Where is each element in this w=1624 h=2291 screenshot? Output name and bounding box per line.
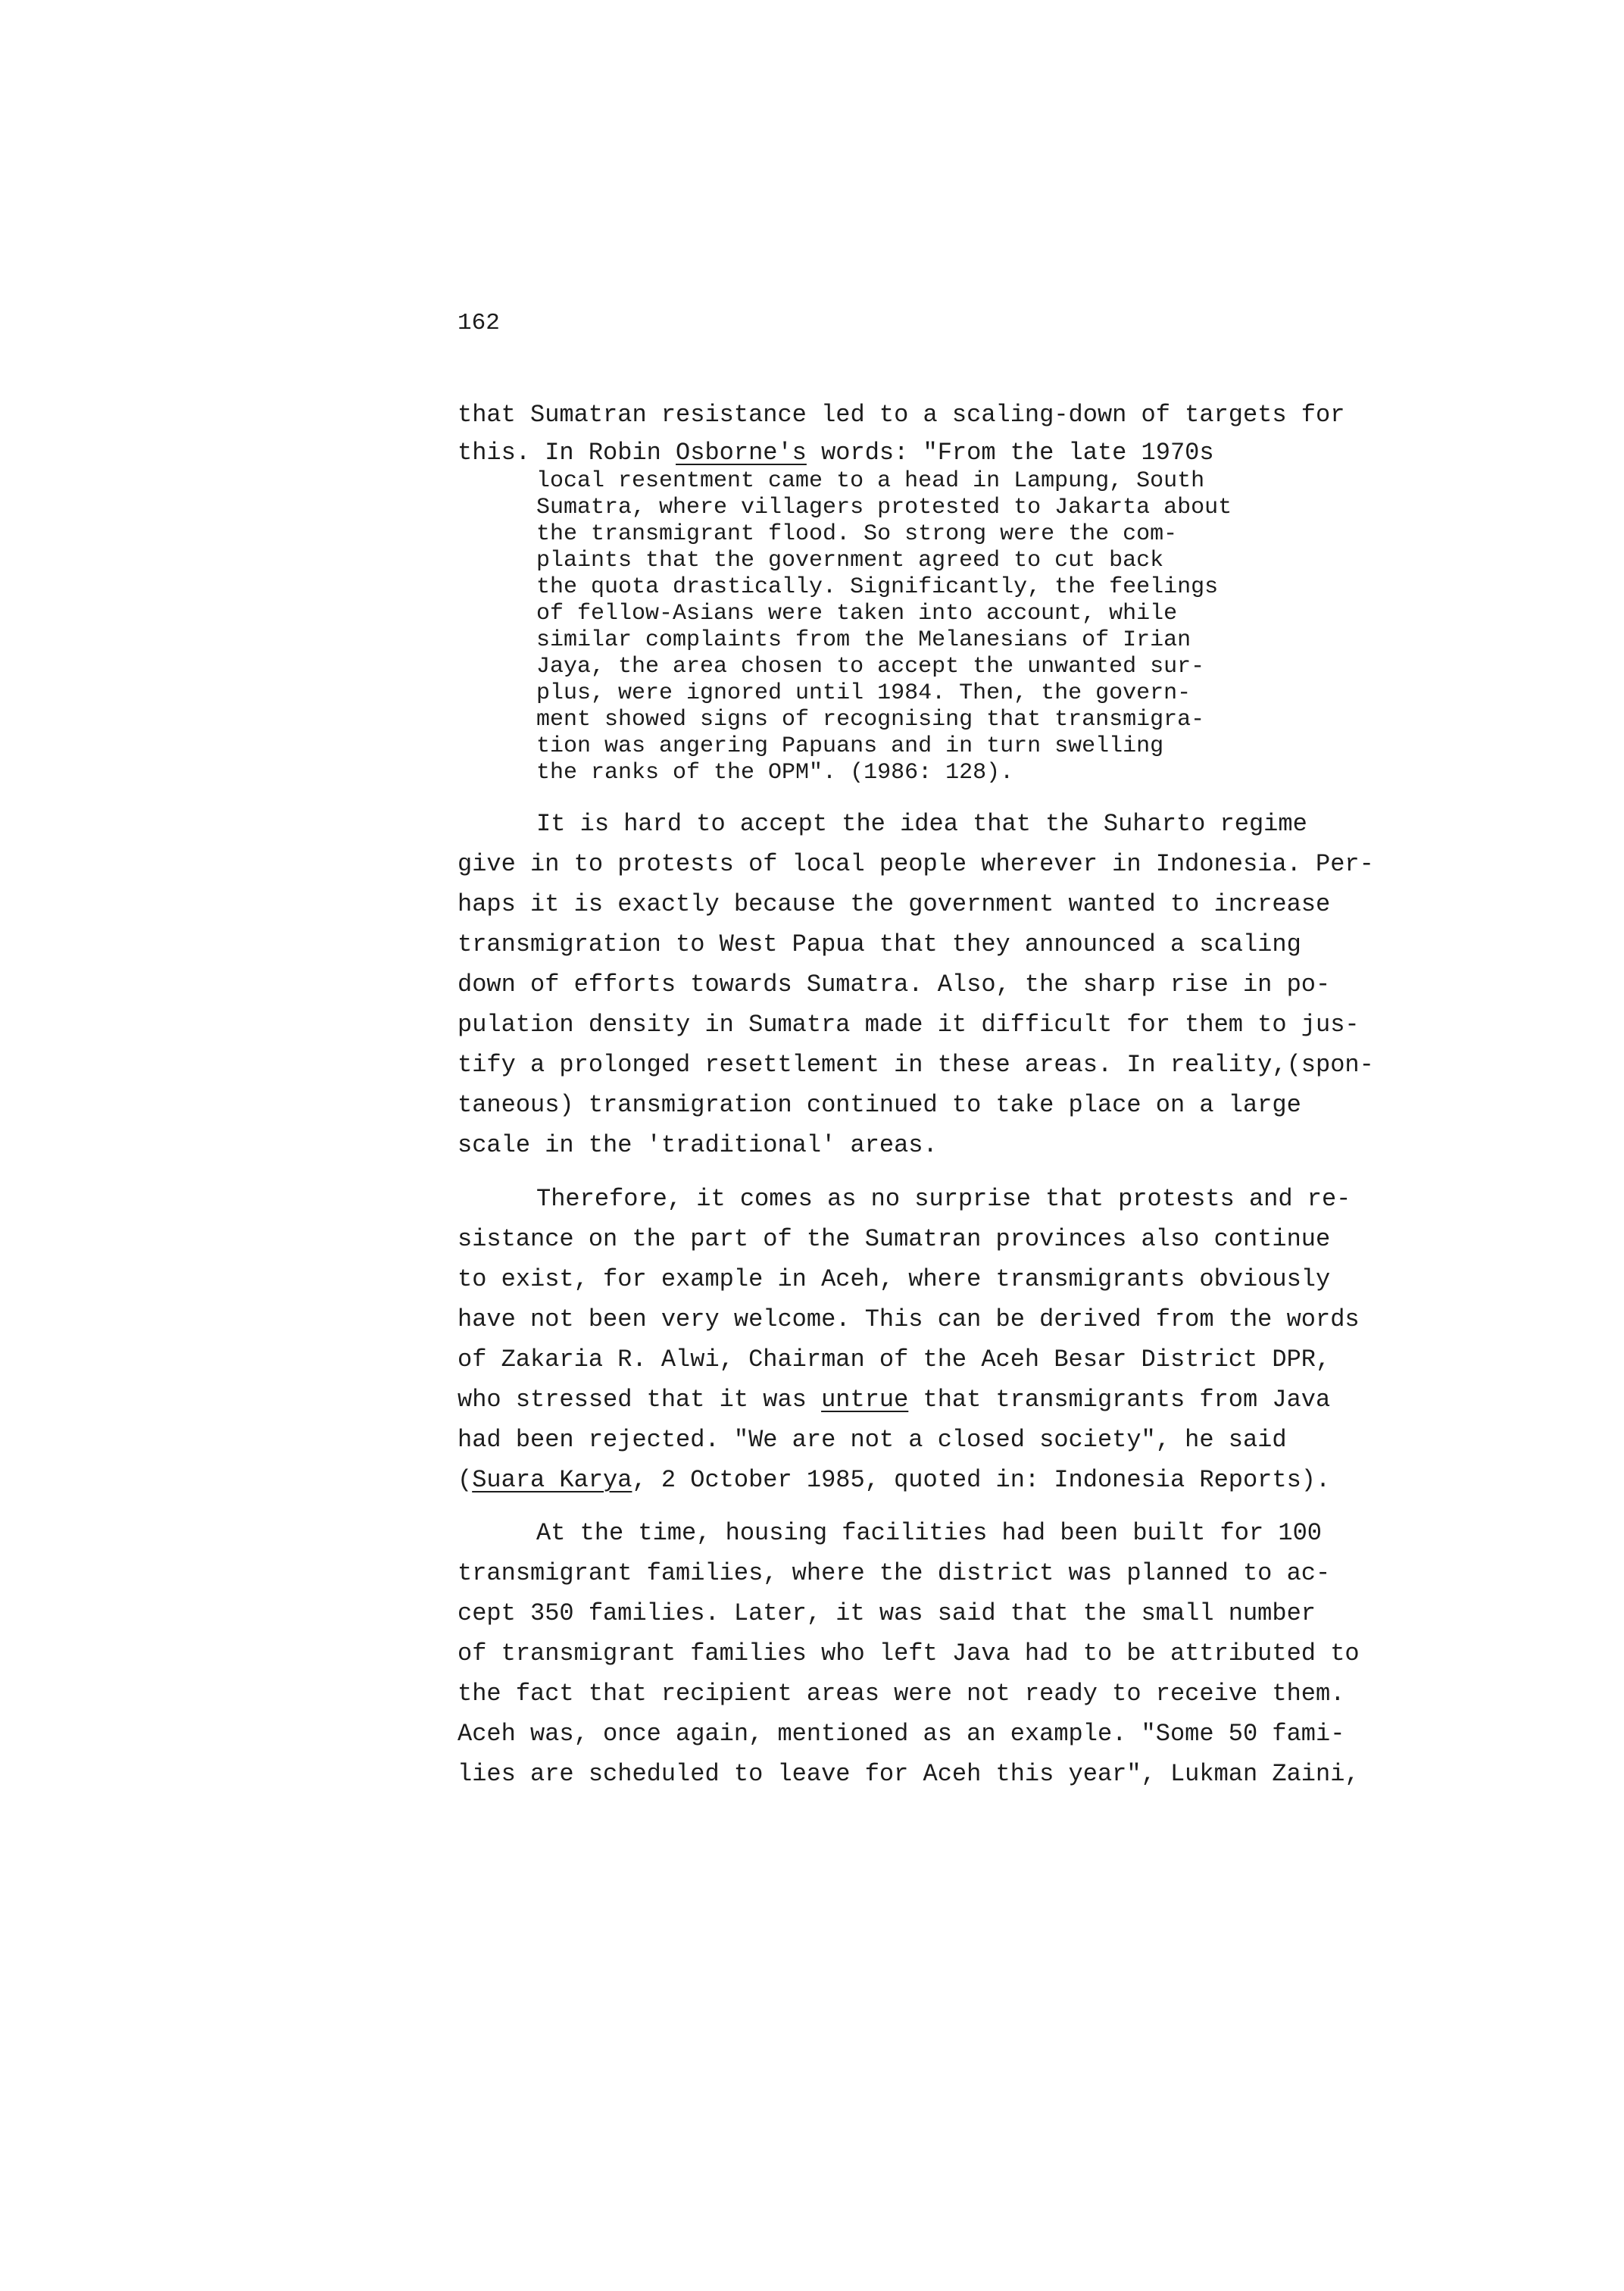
text-line: of transmigrant families who left Java had to be attributed to <box>458 1639 1360 1667</box>
text-fragment: ( <box>458 1466 473 1494</box>
text-line: Therefore, it comes as no surprise that protests and re- <box>536 1185 1351 1213</box>
quote-line: ment showed signs of recognising that transmigra- <box>536 707 1205 733</box>
text-line: At the time, housing facilities had been built for 100 <box>536 1519 1322 1547</box>
quote-line: of fellow-Asians were taken into account, while <box>536 601 1178 627</box>
text-line: give in to protests of local people wherever in Indonesia. Per- <box>458 850 1374 878</box>
text-line: transmigrant families, where the district was planned to ac- <box>458 1559 1331 1587</box>
text-line: down of efforts towards Sumatra. Also, the sharp rise in po- <box>458 970 1331 999</box>
text-line: transmigration to West Papua that they announced a scaling <box>458 930 1301 958</box>
quote-line: similar complaints from the Melanesians of Irian <box>536 627 1191 653</box>
text-line <box>458 1385 1330 1415</box>
text-line: sistance on the part of the Sumatran provinces also continue <box>458 1225 1331 1253</box>
text-fragment: this. In Robin <box>458 439 676 467</box>
quote-line: Sumatra, where villagers protested to Jakarta about <box>536 495 1232 520</box>
text-line: have not been very welcome. This can be derived from the words <box>458 1305 1360 1333</box>
text-line: cept 350 families. Later, it was said that the small number <box>458 1599 1316 1627</box>
quote-line: Jaya, the area chosen to accept the unwanted sur- <box>536 654 1205 680</box>
text-fragment: , 2 October 1985, quoted in: Indonesia Reports). <box>632 1466 1331 1494</box>
text-line: taneous) transmigration continued to take place on a large <box>458 1091 1301 1119</box>
text-line: of Zakaria R. Alwi, Chairman of the Aceh Besar District DPR, <box>458 1346 1331 1374</box>
quote-line: plus, were ignored until 1984. Then, the govern- <box>536 680 1191 706</box>
quote-line: local resentment came to a head in Lampung, South <box>536 468 1205 494</box>
quote-line: the quota drastically. Significantly, the feelings <box>536 574 1219 600</box>
text-line <box>458 438 1214 468</box>
source-title-underlined: Suara Karya <box>472 1466 632 1494</box>
emphasis-underlined: untrue <box>821 1386 909 1414</box>
text-line <box>458 1465 1330 1496</box>
text-line: tify a prolonged resettlement in these areas. In reality,(spon- <box>458 1051 1374 1079</box>
quote-line: the transmigrant flood. So strong were the com- <box>536 521 1178 547</box>
text-line: scale in the 'traditional' areas. <box>458 1131 938 1159</box>
text-line: the fact that recipient areas were not ready to receive them. <box>458 1680 1345 1708</box>
author-name-underlined: Osborne's <box>676 439 807 467</box>
text-line: lies are scheduled to leave for Aceh this year", Lukman Zaini, <box>458 1760 1360 1788</box>
text-fragment: that transmigrants from Java <box>908 1386 1331 1414</box>
quote-line: plaints that the government agreed to cut back <box>536 548 1164 574</box>
text-line: to exist, for example in Aceh, where transmigrants obviously <box>458 1265 1331 1293</box>
quote-line: the ranks of the OPM". (1986: 128). <box>536 760 1014 786</box>
text-line: haps it is exactly because the government wanted to increase <box>458 890 1331 918</box>
text-line: had been rejected. "We are not a closed society", he said <box>458 1426 1287 1454</box>
quote-line: tion was angering Papuans and in turn swelling <box>536 733 1164 759</box>
page-number: 162 <box>458 310 500 336</box>
text-fragment: who stressed that it was <box>458 1386 822 1414</box>
text-line: Aceh was, once again, mentioned as an example. "Some 50 fami- <box>458 1720 1345 1748</box>
text-line: pulation density in Sumatra made it difficult for them to jus- <box>458 1011 1360 1039</box>
text-fragment: words: "From the late 1970s <box>806 439 1214 467</box>
text-line: that Sumatran resistance led to a scaling-down of targets for <box>458 401 1345 429</box>
text-line: It is hard to accept the idea that the Suharto regime <box>536 810 1307 838</box>
